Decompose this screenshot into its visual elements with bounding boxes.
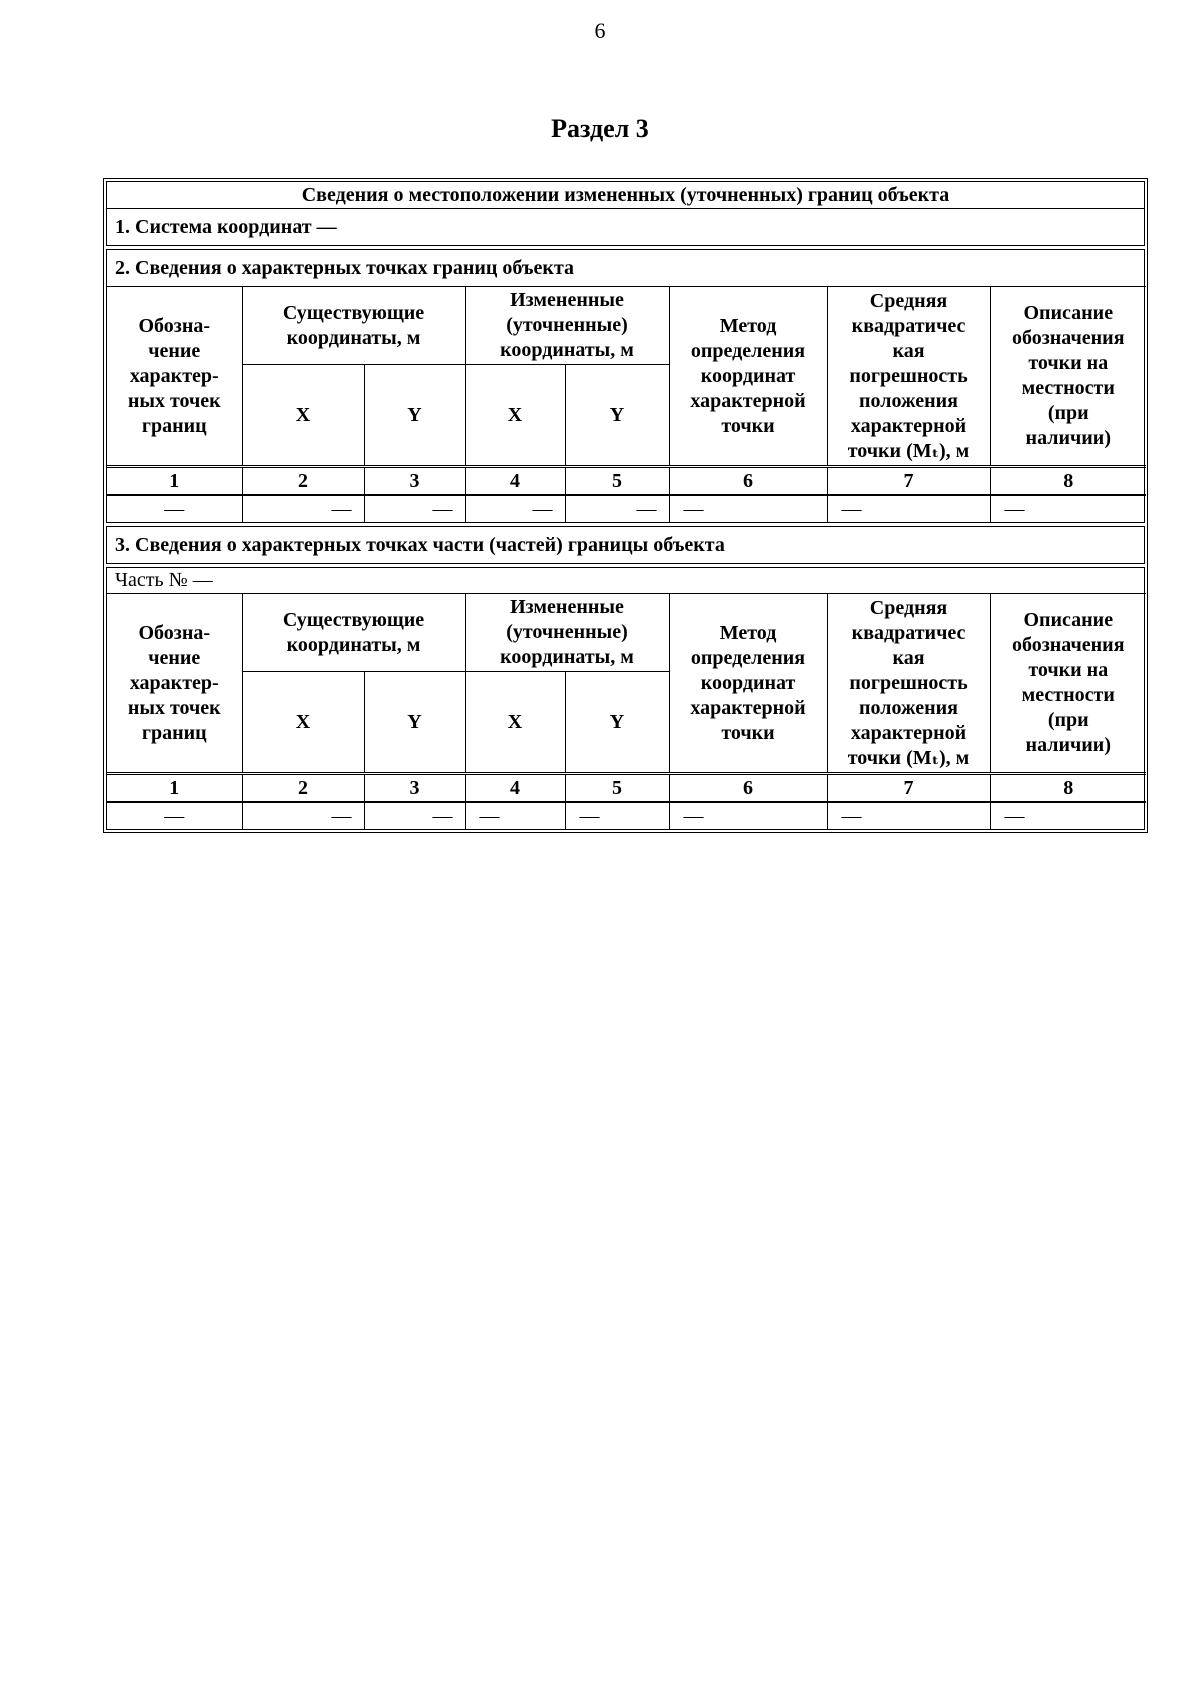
col-changed-coords: Измененные (уточненные) координаты, м	[465, 594, 669, 672]
table-row	[107, 802, 1146, 829]
col-existing-y: Y	[364, 672, 465, 774]
table-cell: —	[364, 495, 465, 522]
column-number: 4	[465, 467, 565, 496]
table-cell: —	[364, 802, 465, 829]
col-existing-coords: Существующие координаты, м	[242, 594, 465, 672]
column-number: 6	[669, 467, 827, 496]
column-numbers-row	[107, 467, 1146, 496]
column-number: 8	[990, 774, 1146, 803]
col-existing-y: Y	[364, 365, 465, 467]
col-point-designation: Обозна- чение характер- ных точек границ	[107, 287, 242, 467]
col-mean-error: Средняя квадратичес кая погрешность положения характерной точки (Mₜ), м	[827, 594, 990, 774]
table-cell: —	[669, 495, 827, 522]
col-method: Метод определения координат характерной точки	[669, 594, 827, 774]
col-changed-x: X	[465, 365, 565, 467]
coord-system-label: 1. Система координат —	[107, 208, 1144, 245]
table-cell: —	[242, 495, 364, 522]
column-numbers-row	[107, 774, 1146, 803]
table-cell: —	[990, 802, 1146, 829]
column-number: 7	[827, 467, 990, 496]
table-cell: —	[465, 495, 565, 522]
parts-section	[106, 526, 1145, 564]
column-number: 4	[465, 774, 565, 803]
points-table	[107, 286, 1146, 522]
table-row	[107, 495, 1146, 522]
col-existing-x: X	[242, 365, 364, 467]
table-cell: —	[669, 802, 827, 829]
parts-section-label: 3. Сведения о характерных точках части (частей) границы объекта	[115, 534, 725, 556]
column-number: 2	[242, 774, 364, 803]
table-cell: —	[827, 802, 990, 829]
column-number: 3	[364, 774, 465, 803]
column-number: 8	[990, 467, 1146, 496]
col-description: Описание обозначения точки на местности (при наличии)	[990, 594, 1146, 774]
column-number: 7	[827, 774, 990, 803]
col-changed-coords: Измененные (уточненные) координаты, м	[465, 287, 669, 365]
header-box	[106, 181, 1145, 246]
col-mean-error: Средняя квадратичес кая погрешность положения характерной точки (Mₜ), м	[827, 287, 990, 467]
column-number: 1	[107, 467, 242, 496]
points-section-label: 2. Сведения о характерных точках границ объекта	[115, 257, 575, 279]
col-changed-y: Y	[565, 365, 669, 467]
table-cell: —	[827, 495, 990, 522]
table-cell: —	[565, 495, 669, 522]
column-number: 2	[242, 467, 364, 496]
column-number: 6	[669, 774, 827, 803]
column-number: 3	[364, 467, 465, 496]
part-label: Часть № —	[115, 569, 213, 591]
table-cell: —	[465, 802, 565, 829]
column-number: 5	[565, 774, 669, 803]
col-method: Метод определения координат характерной точки	[669, 287, 827, 467]
table-cell: —	[107, 495, 242, 522]
page-number: 6	[594, 18, 606, 43]
parts-table	[107, 593, 1146, 829]
main-table-frame	[103, 178, 1148, 833]
col-existing-coords: Существующие координаты, м	[242, 287, 465, 365]
table-cell: —	[242, 802, 364, 829]
table-cell: —	[565, 802, 669, 829]
column-number: 1	[107, 774, 242, 803]
table-title: Сведения о местоположении измененных (уточненных) границ объекта	[301, 184, 950, 206]
part-box	[106, 567, 1145, 830]
points-section	[106, 249, 1145, 523]
section-title: Раздел 3	[551, 114, 649, 143]
col-changed-x: X	[465, 672, 565, 774]
column-number: 5	[565, 467, 669, 496]
table-cell: —	[990, 495, 1146, 522]
col-existing-x: X	[242, 672, 364, 774]
col-changed-y: Y	[565, 672, 669, 774]
table-cell: —	[107, 802, 242, 829]
col-point-designation: Обозна- чение характер- ных точек границ	[107, 594, 242, 774]
col-description: Описание обозначения точки на местности (при наличии)	[990, 287, 1146, 467]
